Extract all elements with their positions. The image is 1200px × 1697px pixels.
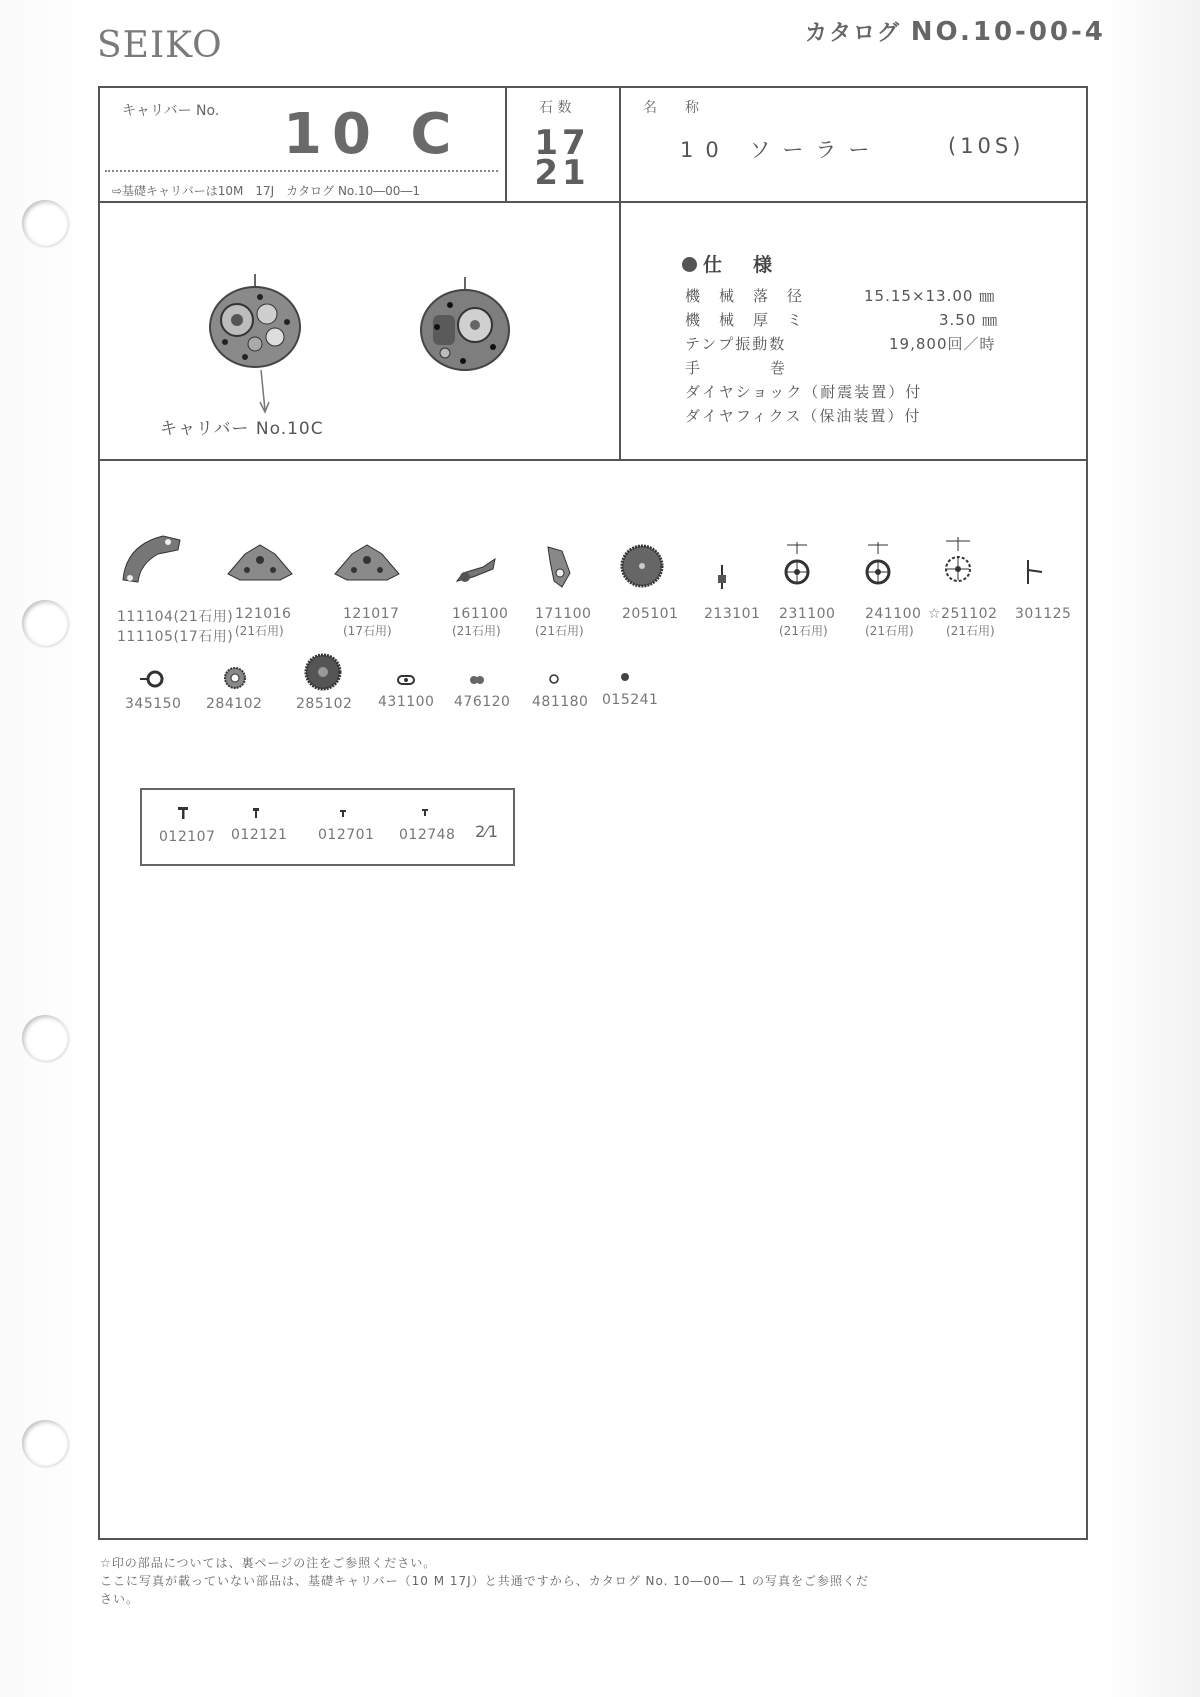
- part-entry: [779, 606, 835, 639]
- bridge-part-image: [225, 542, 295, 587]
- part-entry: [117, 606, 233, 646]
- part-code: 231100: [779, 606, 836, 622]
- part-note: (21石用): [946, 624, 995, 638]
- part-code: ☆251102: [928, 606, 998, 622]
- photo-caption: キャリバー No.10C: [160, 419, 324, 439]
- large-gear-part-image: [303, 652, 343, 692]
- model-name: 10 ソーラー: [680, 138, 882, 162]
- part-note: (17石用): [343, 624, 392, 638]
- part-entry: [532, 694, 588, 710]
- screw-code: 012701: [318, 827, 375, 843]
- screw-icon: [177, 806, 189, 820]
- jewel-part-image: [619, 671, 631, 683]
- divider: [619, 86, 621, 460]
- caliber-number: 10 C: [283, 102, 462, 167]
- part-code: 213101: [704, 606, 761, 622]
- spec-value: 3.50 ㎜: [939, 311, 999, 329]
- part-entry: [1015, 606, 1071, 622]
- footer-note: ここに写真が載っていない部品は、基礎キャリバー（10 M 17J）と共通ですから、カタログ No. 10―00― 1 の写真をご参照くだ: [100, 1574, 870, 1588]
- part-entry: [206, 696, 262, 712]
- lever-part-image: [453, 555, 498, 587]
- divider: [98, 459, 1088, 461]
- spec-label: 機 械 厚 ミ: [685, 311, 805, 329]
- jewel-part-image: [469, 674, 485, 686]
- part-entry: [378, 694, 434, 710]
- spec-label: 機 械 落 径: [685, 287, 805, 305]
- part-entry: [125, 696, 181, 712]
- movement-photo-back-side: [415, 275, 515, 375]
- spec-value: 19,800回／時: [889, 335, 996, 353]
- footer-note: ☆印の部品については、裏ページの注をご参照ください。: [100, 1556, 437, 1570]
- screw-icon: [421, 808, 429, 818]
- escape-wheel-part-image: [942, 535, 974, 585]
- part-code: 121017: [343, 606, 400, 622]
- name-label: 名 称: [643, 100, 699, 116]
- bridge-part-image: [332, 542, 402, 587]
- wheel-part-image: [863, 540, 893, 586]
- footer-note: さい。: [100, 1592, 140, 1606]
- part-code: 111105(17石用): [117, 629, 234, 645]
- screw-fraction: 2⁄1: [475, 822, 499, 841]
- jewels-label: 石 数: [539, 100, 572, 116]
- part-entry: [235, 606, 291, 639]
- part-entry: [622, 606, 678, 622]
- caliber-label: キャリバー No.: [122, 103, 220, 119]
- base-caliber-note: ⇨基礎キャリバーは10M 17J カタログ No.10―00―1: [112, 184, 421, 198]
- binder-hole: [22, 1420, 68, 1466]
- caption-arrow: [255, 370, 275, 416]
- part-code: 111104(21石用): [117, 609, 234, 625]
- catalog-no: NO.10-00-4: [910, 17, 1106, 47]
- part-note: (21石用): [535, 624, 584, 638]
- pinion-part-image: [716, 565, 728, 589]
- spec-heading: [682, 250, 778, 277]
- jewel-part-image: [548, 673, 560, 685]
- spec-label: 手 巻: [685, 359, 788, 377]
- part-entry: [343, 606, 399, 639]
- spec-label: ダイヤショック（耐震装置）付: [685, 383, 923, 401]
- part-entry: [535, 606, 591, 639]
- part-note: (21石用): [865, 624, 914, 638]
- part-entry: [704, 606, 760, 622]
- part-code: 301125: [1015, 606, 1072, 622]
- catalog-label: カタログ: [805, 21, 902, 46]
- screw-entry: [159, 829, 215, 845]
- jewel-counts: [532, 123, 592, 193]
- screw-code: 012748: [399, 827, 456, 843]
- part-note: (21石用): [235, 624, 284, 638]
- screw-code: 012107: [159, 829, 216, 845]
- balance-bridge-part-image: [540, 543, 574, 591]
- part-code: 476120: [454, 694, 511, 710]
- brand-logo: SEIKO: [97, 25, 223, 66]
- part-entry: [452, 606, 508, 639]
- part-code: 121016: [235, 606, 292, 622]
- jewel-count: 21: [534, 153, 590, 193]
- stem-part-image: [1022, 560, 1044, 584]
- gear-wheel-part-image: [620, 544, 664, 588]
- spec-heading-text: 仕 様: [703, 254, 779, 276]
- bullet-icon: [682, 257, 697, 272]
- binder-hole: [22, 600, 68, 646]
- model-code: (10S): [948, 134, 1025, 158]
- part-code: 285102: [296, 696, 353, 712]
- screw-entry: [399, 827, 455, 843]
- train-wheel-bridge-part-image: [118, 530, 188, 590]
- part-code: 015241: [602, 692, 659, 708]
- screw-icon: [339, 809, 347, 819]
- part-code: 481180: [532, 694, 589, 710]
- spec-value: 15.15×13.00 ㎜: [864, 287, 996, 305]
- small-gear-part-image: [222, 665, 248, 691]
- part-entry: [296, 696, 352, 712]
- jewel-count: 17: [534, 123, 590, 163]
- screw-entry: [318, 827, 374, 843]
- binder-hole: [22, 200, 68, 246]
- dotted-rule: [105, 170, 498, 172]
- spec-label: テンプ振動数: [685, 335, 787, 353]
- part-note: (21石用): [452, 624, 501, 638]
- part-code: 161100: [452, 606, 509, 622]
- part-note: (21石用): [779, 624, 828, 638]
- part-entry: [928, 606, 998, 639]
- part-code: 171100: [535, 606, 592, 622]
- binder-hole: [22, 1015, 68, 1061]
- part-code: 284102: [206, 696, 263, 712]
- screw-code: 012121: [231, 827, 288, 843]
- ring-part-image: [140, 668, 166, 690]
- part-code: 345150: [125, 696, 182, 712]
- part-entry: [865, 606, 921, 639]
- part-code: 241100: [865, 606, 922, 622]
- movement-photo-dial-side: [205, 272, 305, 372]
- part-entry: [602, 692, 658, 708]
- spec-label: ダイヤフィクス（保油装置）付: [685, 407, 922, 425]
- wheel-part-image: [782, 540, 812, 586]
- part-entry: [454, 694, 510, 710]
- part-code: 431100: [378, 694, 435, 710]
- screw-icon: [251, 807, 261, 819]
- part-code: 205101: [622, 606, 679, 622]
- jewel-part-image: [397, 674, 415, 686]
- screw-entry: [231, 827, 287, 843]
- divider: [98, 201, 1088, 203]
- catalog-number: [805, 16, 1106, 47]
- divider: [505, 86, 507, 202]
